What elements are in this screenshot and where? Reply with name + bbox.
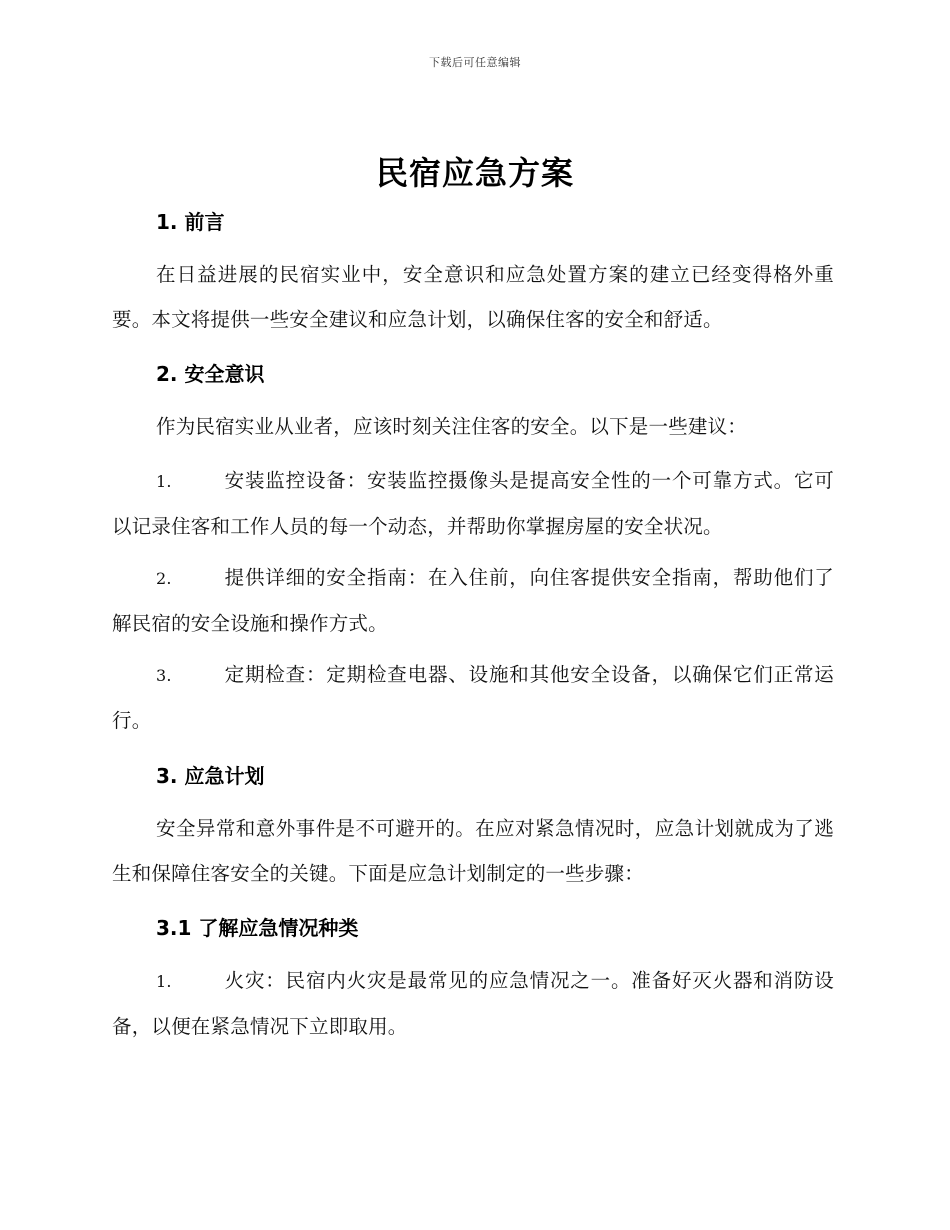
safety-awareness-intro: 作为民宿实业从业者，应该时刻关注住客的安全。以下是一些建议：	[156, 415, 748, 438]
list-item-number: 1.	[156, 972, 172, 991]
list-item	[112, 958, 834, 1049]
section-heading-safety-awareness: 2. 安全意识	[156, 362, 265, 386]
list-item-text: 提供详细的安全指南：在入住前，向住客提供安全指南，帮助他们了解民宿的安全设施和操作方式。	[112, 566, 834, 635]
list-item	[112, 458, 834, 549]
list-item-text: 火灾：民宿内火灾是最常见的应急情况之一。准备好灭火器和消防设备，以便在紧急情况下立即取用。	[112, 969, 834, 1038]
emergency-plan-intro: 安全异常和意外事件是不可避开的。在应对紧急情况时，应急计划就成为了逃生和保障住客安全的关键。下面是应急计划制定的一些步骤：	[112, 817, 834, 885]
header-note: 下载后可任意编辑	[429, 56, 521, 69]
list-item	[112, 652, 834, 743]
document-title: 民宿应急方案	[375, 154, 574, 192]
section-heading-preface: 1. 前言	[156, 210, 225, 234]
list-item-number: 3.	[156, 666, 172, 685]
list-item	[112, 555, 834, 646]
list-item-number: 1.	[156, 472, 172, 491]
section-heading-emergency-types: 3.1 了解应急情况种类	[156, 916, 359, 940]
list-item-text: 定期检查：定期检查电器、设施和其他安全设备，以确保它们正常运行。	[112, 663, 834, 732]
list-item-number: 2.	[156, 569, 172, 588]
preface-paragraph: 在日益进展的民宿实业中，安全意识和应急处置方案的建立已经变得格外重要。本文将提供一些安全建议和应急计划，以确保住客的安全和舒适。	[112, 263, 834, 331]
section-heading-emergency-plan: 3. 应急计划	[156, 764, 265, 788]
list-item-text: 安装监控设备：安装监控摄像头是提高安全性的一个可靠方式。它可以记录住客和工作人员的每一个动态，并帮助你掌握房屋的安全状况。	[112, 469, 834, 538]
